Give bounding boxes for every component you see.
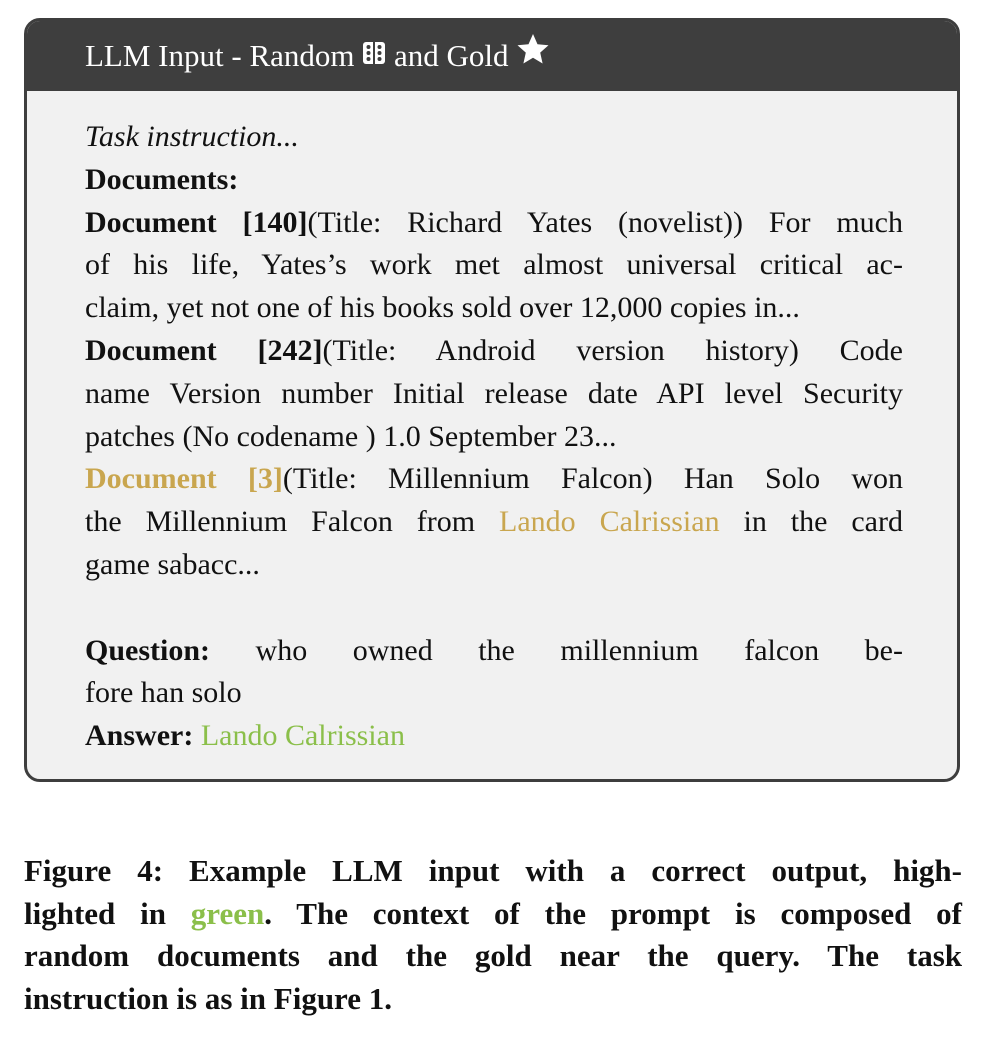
document-242-line-1 <box>85 330 903 373</box>
figure-caption <box>24 850 962 1020</box>
dice-icon <box>362 20 386 90</box>
document-140-line-3: claim, yet not one of his books sold over 12,000 copies in... <box>85 291 800 325</box>
document-242-line-3: patches (No codename ) 1.0 September 23... <box>85 419 617 453</box>
document-label: Document [242] <box>85 333 323 367</box>
gold-document-line-1 <box>85 458 903 501</box>
answer-text: Lando Calrissian <box>200 719 405 753</box>
answer-label: Answer: <box>85 719 194 753</box>
caption-line-2 <box>24 893 962 936</box>
document-242-line-2: name Version number Initial release date API level Security <box>85 376 903 410</box>
question-text: who owned the millennium falcon be- <box>210 633 903 667</box>
document-text: (Title: Millennium Falcon) Han Solo won <box>282 462 903 496</box>
document-text: (Title: Android version history) Code <box>322 333 903 367</box>
caption-line-4: instruction is as in Figure 1. <box>24 980 393 1016</box>
answer-line <box>85 715 903 758</box>
caption-green-word: green <box>190 895 265 931</box>
document-140-line-1 <box>85 202 903 245</box>
documents-label: Documents: <box>85 162 239 196</box>
header-title-middle: and Gold <box>394 38 509 73</box>
spacer <box>85 587 903 630</box>
document-text: the Millennium Falcon from <box>85 505 500 539</box>
gold-document-line-3: game sabacc... <box>85 547 260 581</box>
document-text: (Title: Richard Yates (novelist)) For much <box>307 205 903 239</box>
gold-document-label: Document [3] <box>85 462 283 496</box>
caption-line-3: random documents and the gold near the query. The task <box>24 938 962 974</box>
header-title-prefix: LLM Input - Random <box>85 38 355 73</box>
caption-text: . The context of the prompt is composed of <box>264 895 962 931</box>
question-line-1 <box>85 630 903 673</box>
caption-line-1: Figure 4: Example LLM input with a correct output, high- <box>24 853 962 888</box>
question-label: Question: <box>85 633 211 667</box>
gold-entity-highlight: Lando Calrissian <box>499 505 720 539</box>
question-line-2: fore han solo <box>85 676 242 710</box>
box-body <box>85 116 903 758</box>
document-label: Document [140] <box>85 205 308 239</box>
star-icon <box>516 20 550 90</box>
document-140-line-2: of his life, Yates’s work met almost universal critical ac- <box>85 248 903 282</box>
gold-document-line-2 <box>85 501 903 544</box>
caption-text: lighted in <box>24 895 191 931</box>
task-instruction: Task instruction... <box>85 120 299 153</box>
document-text: in the card <box>719 505 903 539</box>
box-header <box>27 21 957 91</box>
llm-input-box <box>24 18 960 782</box>
